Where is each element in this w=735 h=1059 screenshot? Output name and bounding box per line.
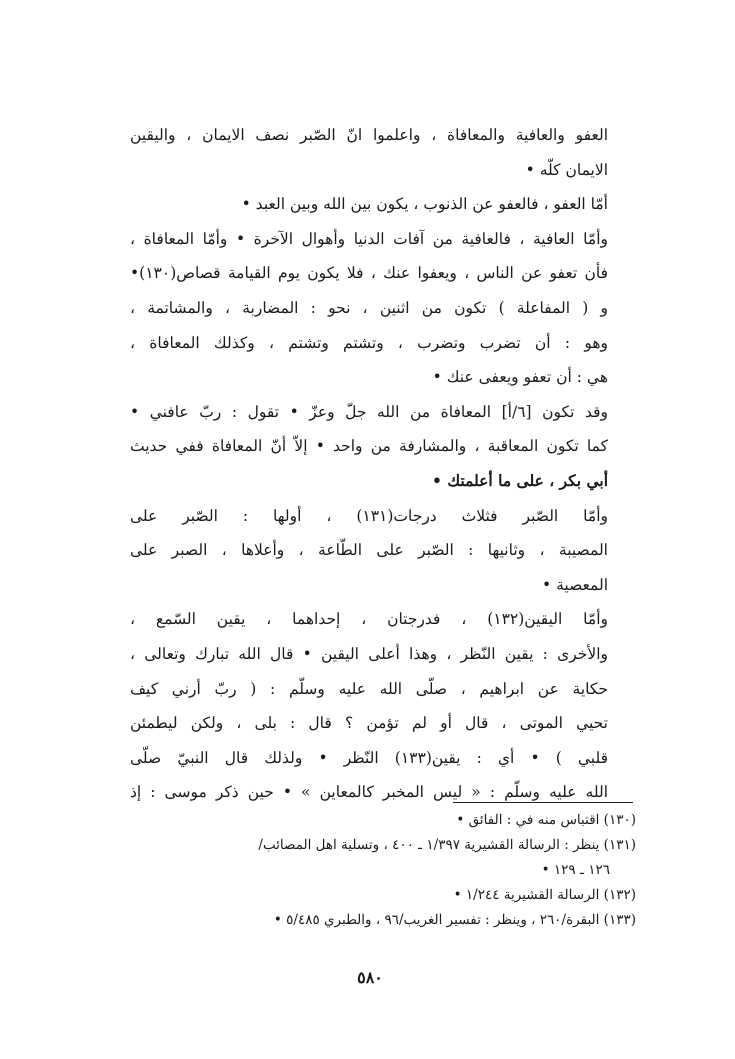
footnote-line: (١٣٢) الرسالة القشيرية ١/٢٤٤ • xyxy=(453,887,636,903)
page-number: ٥٨٠ xyxy=(357,968,383,987)
footnote-line: (١٣٣) البقرة/٢٦٠ ، وينظر : تفسير الغريب/٩٦ ، والطبري ٥/٤٨٥ • xyxy=(273,912,636,928)
text-line: فأن تعفو عن الناس ، ويعفوا عنك ، فلا يكون يوم القيامة قصاص(١٣٠)• xyxy=(130,264,608,283)
text-line: وأمّا اليقين(١٣٢) ، فدرجتان ، إحداهما ، يقين السّمع ، xyxy=(130,610,608,629)
footnote-line: (١٣٠) اقتباس منه في : الفائق • xyxy=(456,812,636,828)
footnote-line: ١٢٦ ـ ١٢٩ • xyxy=(541,862,610,878)
text-line: هي : أن تعفو ويعفى عنك • xyxy=(432,368,608,387)
text-line: الايمان كلّه • xyxy=(525,160,608,179)
text-line: حكاية عن ابراهيم ، صلّى الله عليه وسلّم : ( ربّ أرني كيف xyxy=(130,679,608,698)
text-line: أبي بكر ، على ما أعلمتك • xyxy=(432,470,608,490)
text-line: الله عليه وسلّم : « ليس المخبر كالمعاين » • حين ذكر موسى : إذ xyxy=(130,783,608,802)
main-text-block xyxy=(130,118,608,810)
text-line: المصيبة ، وثانيها : الصّبر على الطّاعة ، وأعلاها ، الصبر على xyxy=(130,541,608,560)
text-line: وقد تكون [٦/أ] المعافاة من الله جلّ وعزّ • تقول : ربّ عافني • xyxy=(130,402,608,421)
text-line: و ( المفاعلة ) تكون من اثنين ، نحو : المضاربة ، والمشاتمة ، xyxy=(130,298,608,317)
footnote-divider xyxy=(453,802,633,803)
text-line: أمّا العفو ، فالعفو عن الذنوب ، يكون بين الله وبين العبد • xyxy=(241,195,608,214)
text-line: والأخرى : يقين النّظر ، وهذا أعلى اليقين • قال الله تبارك وتعالى ، xyxy=(130,644,608,663)
text-line: العفو والعافية والمعافاة ، واعلموا انّ الصّبر نصف الايمان ، واليقين xyxy=(130,126,608,144)
text-line: قلبي ) • أي : يقين(١٣٣) النّظر • ولذلك قال النبيّ صلّى xyxy=(130,748,608,767)
text-line: تحيي الموتى ، قال أو لم تؤمن ؟ قال : بلى ، ولكن ليطمئن xyxy=(130,714,608,733)
text-line: وأمّا الصّبر فثلاث درجات(١٣١) ، أولها : الصّبر على xyxy=(130,506,608,525)
text-line: وهو : أن تضرب وتضرب ، وتشتم وتشتم ، وكذلك المعافاة ، xyxy=(130,333,608,352)
text-line: وأمّا العافية ، فالعافية من آفات الدنيا وأهوال الآخرة • وأمّا المعافاة ، xyxy=(130,229,608,248)
text-line: كما تكون المعاقبة ، والمشارفة من واحد • إلاّ أنّ المعافاة ففي حديث xyxy=(130,437,608,456)
footnotes-block xyxy=(128,808,636,933)
text-line: المعصية • xyxy=(542,575,608,594)
footnote-line: (١٣١) ينظر : الرسالة القشيرية ١/٣٩٧ ـ ٤٠٠ ، وتسلية اهل المصائب/ xyxy=(258,837,636,853)
